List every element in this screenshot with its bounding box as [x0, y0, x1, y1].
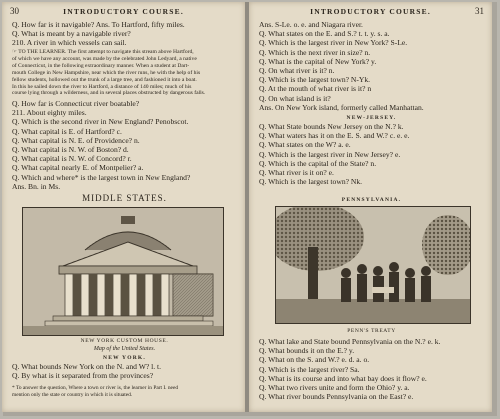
left-running-head	[10, 7, 237, 19]
running-head-title-left: INTRODUCTORY COURSE.	[63, 7, 184, 16]
question-line: Q. Which is the capital of the State? n.	[259, 158, 377, 168]
question-line: Q. What waters has it on the E. S. and W.? c. e. e.	[259, 131, 410, 141]
left-middle-questions	[12, 99, 237, 191]
footnote-line: mention only the state or country in which it is situated.	[12, 391, 133, 398]
note-line: of Connecticut, in the following extraordinary manner. When a student at Dart-	[12, 62, 190, 69]
answer-line: 211. About eighty miles.	[12, 108, 87, 118]
question-line: Q. On what island is it?	[259, 93, 331, 103]
answer-line: Ans. Bn. in Ms.	[12, 181, 61, 191]
question-line: Q. What capital is N. W. of Boston? d.	[12, 145, 129, 155]
subheading-pennsylvania: PENNSYLVANIA.	[341, 197, 402, 203]
question-line: Q. Which is the largest river? Sa.	[259, 364, 360, 374]
custom-house-caption: NEW YORK CUSTOM HOUSE.	[80, 338, 169, 344]
question-line: Q. What river is it on? e.	[259, 168, 334, 178]
subheading-new-jersey: NEW-JERSEY.	[346, 115, 397, 121]
footnote-line: * To answer the question, Where a town or river is, the learner in Part I. need	[12, 385, 179, 391]
left-page	[2, 2, 245, 412]
right-bottom-questions	[259, 337, 484, 401]
question-line: Q. By what is it separated from the provinces?	[12, 371, 154, 381]
question-line: Q. What is the capital of New York? y.	[259, 56, 377, 66]
penns-treaty-engraving	[275, 206, 471, 324]
penns-treaty-illustration	[276, 207, 470, 323]
question-line: Q. Which is the next river in size? n.	[259, 47, 371, 57]
question-line: Q. Which and where* is the largest town in New England?	[12, 172, 191, 182]
question-line: Q. What lake and State bound Pennsylvania on the N.? e. k.	[259, 337, 441, 346]
note-line: mouth College in New Hampshire, near which the river runs, he with the help of his	[12, 69, 201, 76]
question-line: Q. What is meant by a navigable river?	[12, 29, 131, 39]
question-line: Q. What two rivers unite and form the Ohio? y. a.	[259, 383, 410, 393]
custom-house-engraving	[22, 207, 224, 336]
question-line: Q. What capital nearly E. of Montpelier? a.	[12, 163, 144, 173]
question-line: Q. What is its course and into what bay does it flow? e.	[259, 373, 427, 383]
question-line: Q. On what river is it? n.	[259, 66, 335, 76]
question-line: Q. What states on the W? a. e.	[259, 140, 351, 150]
note-line: fellow students, hollowed out the trunk of a large tree, and fashioned it into a boat.	[12, 76, 197, 83]
custom-house-illustration	[23, 208, 223, 335]
section-heading-middle-states: MIDDLE STATES.	[82, 193, 167, 203]
question-line: Q. How far is it navigable? Ans. To Hartford, fifty miles.	[12, 20, 185, 29]
question-line: Q. What State bounds New Jersey on the N.? k.	[259, 122, 404, 131]
note-line: ☞ TO THE LEARNER. The first attempt to navigate this stream above Hartford,	[12, 49, 194, 55]
map-reference: Map of the United States.	[93, 346, 156, 352]
question-line: Q. At the mouth of what river is it? n	[259, 84, 372, 94]
question-line: Q. What capital is N. W. of Concord? r.	[12, 154, 132, 164]
footnote	[12, 385, 237, 398]
right-top-questions	[259, 20, 484, 112]
question-line: Q. Which is the largest town? N-Yk.	[259, 75, 371, 85]
question-line: Q. How far is Connecticut river boatable?	[12, 99, 140, 108]
answer-line: Ans. On New York island, formerly called Manhattan.	[259, 102, 424, 112]
question-line: Q. Which is the second river in New England? Penobscot.	[12, 117, 189, 127]
left-bottom-questions	[12, 362, 237, 380]
question-line: Q. What states on the E. and S.? t. t. y. s. a.	[259, 29, 390, 39]
note-line: In this he sailed down the river to Hartford, a distance of 140 miles; much of his	[12, 83, 192, 90]
question-line: Q. What bounds New York on the N. and W? l. t.	[12, 362, 162, 371]
question-line: Q. Which is the largest town? Nk.	[259, 177, 363, 187]
question-line: Q. What bounds it on the E.? y.	[259, 346, 355, 356]
note-line: of which we have any account, was made by the celebrated John Ledyard, a native	[12, 55, 197, 62]
learner-note	[12, 49, 237, 97]
page-number-right: 31	[475, 6, 484, 16]
answer-line: 210. A river in which vessels can sail.	[12, 38, 127, 48]
question-line: Q. What capital is E. of Hartford? c.	[12, 126, 122, 136]
question-line: Q. What on the S. and W.? e. d. a. o.	[259, 355, 370, 365]
question-line: Q. Which is the largest river in New Jersey? e.	[259, 149, 401, 159]
subheading-new-york: NEW YORK.	[103, 355, 146, 361]
answer-line: Ans. S-Le. o. e. and Niagara river.	[259, 20, 363, 29]
page-number-left: 30	[10, 6, 19, 16]
right-page	[249, 2, 492, 412]
question-line: Q. Which is the largest river in New York? S-Le.	[259, 38, 408, 48]
question-line: Q. What river bounds Pennsylvania on the East? e.	[259, 392, 414, 402]
running-head-title-right: INTRODUCTORY COURSE.	[310, 7, 431, 16]
left-top-questions	[12, 20, 237, 48]
question-line: Q. What capital is N. E. of Providence? n.	[12, 135, 140, 145]
note-line: course lying through a wilderness, and in several places obstructed by dangerous falls.	[12, 90, 206, 97]
right-middle-questions	[259, 122, 484, 186]
penns-treaty-caption: PENN'S TREATY	[347, 328, 396, 334]
right-running-head	[257, 7, 484, 19]
